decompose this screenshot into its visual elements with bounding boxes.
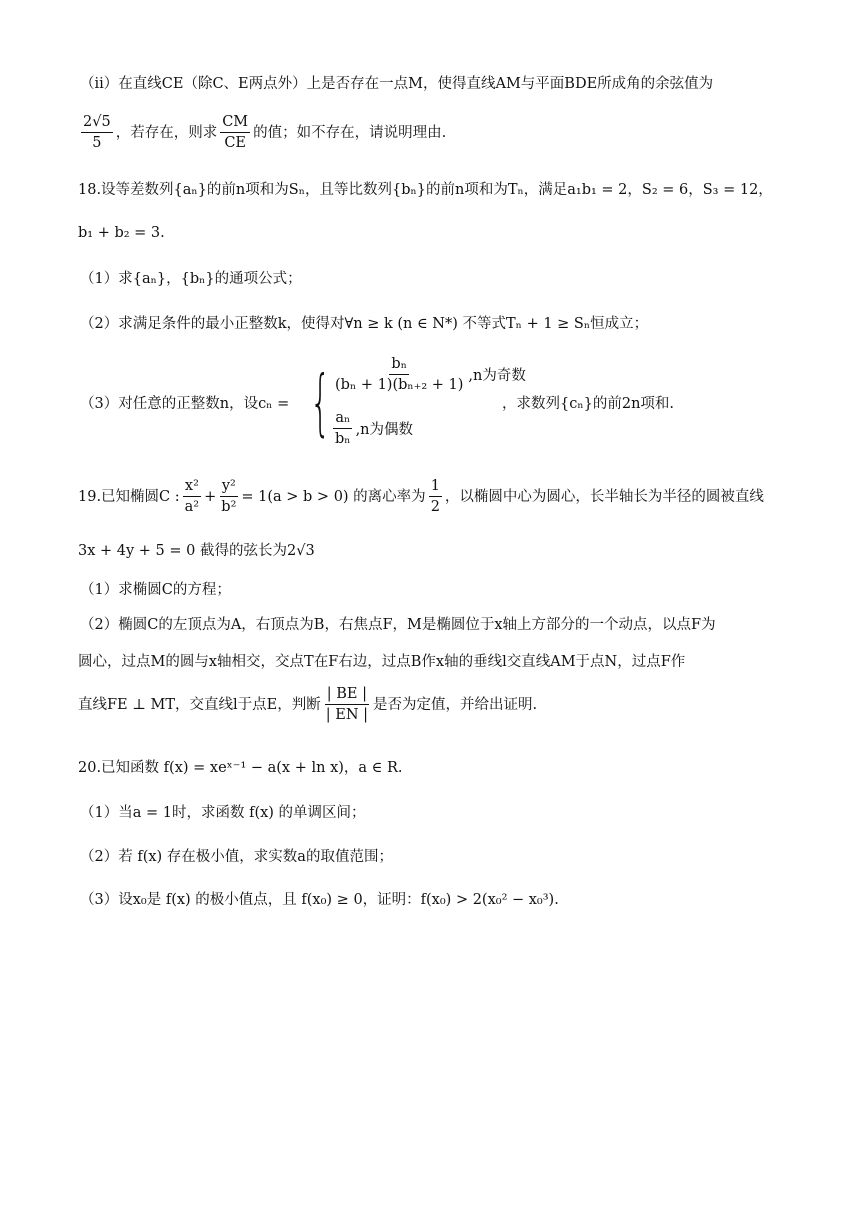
q18-part3-suffix: ，求数列{cₙ}的前2n项和. [502,396,675,412]
fraction-numerator: CM [220,112,250,133]
fraction-numerator: 2√5 [81,112,113,133]
q18-line2: b₁ + b₂ = 3. [78,225,165,241]
cosine-fraction [81,112,113,153]
case-even-condition: ,n为偶数 [355,422,414,438]
q18-part3-block [78,352,778,456]
fraction-denominator: 5 [92,135,102,151]
x-fraction [183,476,201,517]
q19-part2-line3-prefix: 直线FE ⊥ MT，交直线l于点E，判断 [78,696,321,713]
q20-part1: （1）当a = 1时，求函数 f(x) 的单调区间； [80,805,366,821]
eccentricity-fraction [429,476,442,517]
fraction-denominator: b² [221,499,237,515]
fraction-numerator: bₙ [389,354,409,375]
piecewise-case-even [330,408,413,449]
q19-line2: 3x + 4y + 5 = 0 截得的弦长为2√3 [78,543,315,559]
q19-part2-line3-suffix: 是否为定值，并给出证明. [373,696,538,713]
q20-line1: 20.已知函数 f(x) = xeˣ⁻¹ − a(x + ln x)，a ∈ R. [78,760,403,776]
cm-ce-fraction [220,112,250,153]
q18-line1: 18.设等差数列{aₙ}的前n项和为Sₙ，且等比数列{bₙ}的前n项和为Tₙ，满足a₁b₁ = 2，S₂ = 6，S₃ = 12， [78,182,773,198]
be-en-fraction [324,684,370,725]
q20-part2: （2）若 f(x) 存在极小值，求实数a的取值范围； [80,849,393,865]
q20-part3: （3）设x₀是 f(x) 的极小值点，且 f(x₀) ≥ 0，证明：f(x₀) > 2(x₀² − x₀³). [80,892,559,908]
q19-line1-suffix: ，以椭圆中心为圆心，长半轴长为半径的圆被直线 [444,488,764,505]
q18-part1: （1）求{aₙ}，{bₙ}的通项公式； [80,271,302,287]
fraction-denominator: a² [184,499,200,515]
q19-line1-prefix: 19.已知椭圆C : [78,488,180,505]
q18-part2: （2）求满足条件的最小正整数k，使得对∀n ≥ k (n ∈ N*) 不等式Tₙ + 1 ≥ Sₙ恒成立； [80,316,649,332]
fraction-numerator: aₙ [333,408,352,429]
piecewise-case-odd [330,354,526,395]
fraction-numerator: x² [183,476,201,497]
y-fraction [219,476,238,517]
q19-part2-line2: 圆心，过点M的圆与x轴相交，交点T在F右边，过点B作x轴的垂线l交直线AM于点N，过点F作 [78,654,686,670]
fraction-numerator: y² [220,476,238,497]
fraction-denominator: (bₙ + 1)(bₙ₊₂ + 1) [335,377,464,393]
q19-part1: （1）求椭圆C的方程； [80,582,231,598]
q19-part2-line1: （2）椭圆C的左顶点为A，右顶点为B，右焦点F，M是椭圆位于x轴上方部分的一个动点，以点F为 [80,617,716,633]
q18-part3-prefix: （3）对任意的正整数n，设cₙ = [80,396,290,412]
fraction-denominator: 2 [430,499,440,515]
fraction-denominator: | EN | [325,707,369,723]
piecewise-brace: { [310,360,331,444]
fraction-denominator: CE [224,135,247,151]
q17-ii-line1: （ⅱ）在直线CE（除C、E两点外）上是否存在一点M，使得直线AM与平面BDE所成角的余弦值为 [80,76,714,92]
case-odd-condition: ,n为奇数 [468,368,526,384]
fraction-denominator: bₙ [335,431,351,447]
case-even-fraction [333,408,353,449]
fraction-numerator: | BE | [325,684,369,705]
q17-ii-line2 [78,112,446,153]
fraction-numerator: 1 [429,476,442,497]
case-odd-fraction [333,354,465,395]
q19-line1 [78,476,764,517]
plus-sign: + [204,488,217,505]
q17-ii-tail-text: 的值；如不存在，请说明理由. [253,124,447,141]
q19-part2-line3 [78,684,537,725]
q19-line1-mid: = 1(a > b > 0) 的离心率为 [241,488,426,505]
q17-ii-mid-text: ，若存在，则求 [115,124,218,141]
